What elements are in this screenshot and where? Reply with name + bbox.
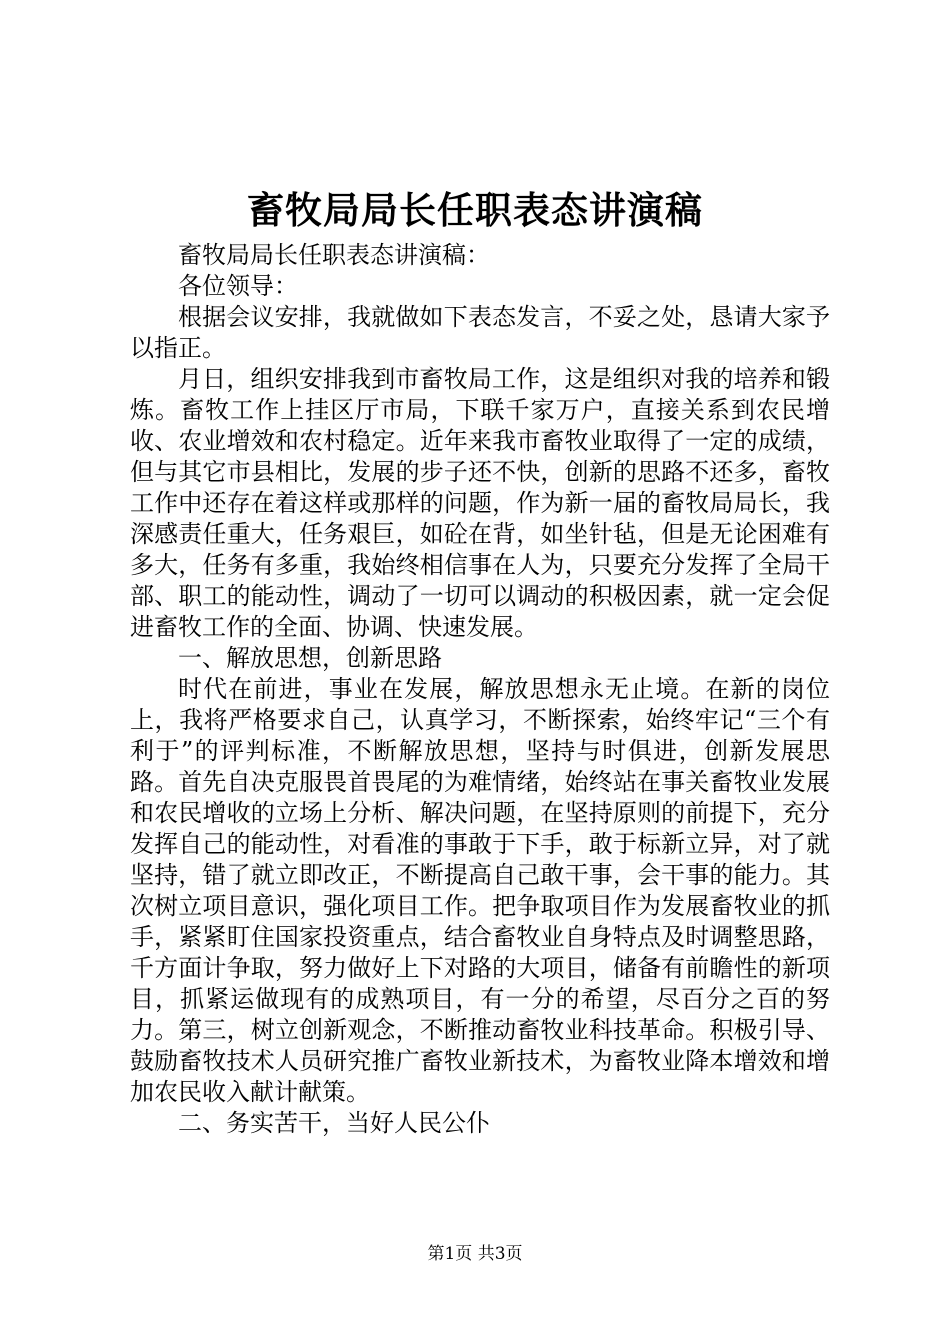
page-footer: 第1页 共3页: [427, 1244, 523, 1264]
section-1-paragraph: 时代在前进，事业在发展，解放思想永无止境。在新的岗位上，我将严格要求自己，认真学习，不断探索，始终牢记“三个有利于”的评判标准，不断解放思想，坚持与时俱进，创新发展思路。首先自决克服畏首畏尾的为难情绪，始终站在事关畜牧业发展和农民增收的立场上分析、解决问题，在坚持原则的前提下，充分发挥自己的能动性，对看准的事敢于下手，敢于标新立异，对了就坚持，错了就立即改正，不断提高自己敢干事，会干事的能力。其次树立项目意识，强化项目工作。把争取项目作为发展畜牧业的抓手，紧紧盯住国家投资重点，结合畜牧业自身特点及时调整思路，千方面计争取，努力做好上下对路的大项目，储备有前瞻性的新项目，抓紧运做现有的成熟项目，有一分的希望，尽百分之百的努力。第三，树立创新观念，不断推动畜牧业科技革命。积极引导、鼓励畜牧技术人员研究推广畜牧业新技术，为畜牧业降本增效和增加农民收入献计献策。: [130, 675, 830, 1106]
page-title: 畜牧局局长任职表态讲演稿: [247, 188, 703, 232]
document-body: [130, 240, 830, 1139]
salutation-heading: 畜牧局局长任职表态讲演稿：: [178, 241, 490, 269]
intro-paragraph: 根据会议安排，我就做如下表态发言，不妥之处，恳请大家予以指正。: [130, 303, 830, 362]
section-heading-2: 二、务实苦干，当好人民公仆: [178, 1109, 490, 1137]
background-paragraph: 月日，组织安排我到市畜牧局工作，这是组织对我的培养和锻炼。畜牧工作上挂区厅市局，下联千家万户，直接关系到农民增收、农业增效和农村稳定。近年来我市畜牧业取得了一定的成绩，但与其它市县相比，发展的步子还不快，创新的思路不还多，畜牧工作中还存在着这样或那样的问题，作为新一届的畜牧局局长，我深感责任重大，任务艰巨，如砼在背，如坐针毡，但是无论困难有多大，任务有多重，我始终相信事在人为，只要充分发挥了全局干部、职工的能动性，调动了一切可以调动的积极因素，就一定会促进畜牧工作的全面、协调、快速发展。: [130, 365, 830, 641]
section-heading-1: 一、解放思想，创新思路: [178, 644, 442, 672]
salutation: 各位领导：: [178, 272, 298, 300]
